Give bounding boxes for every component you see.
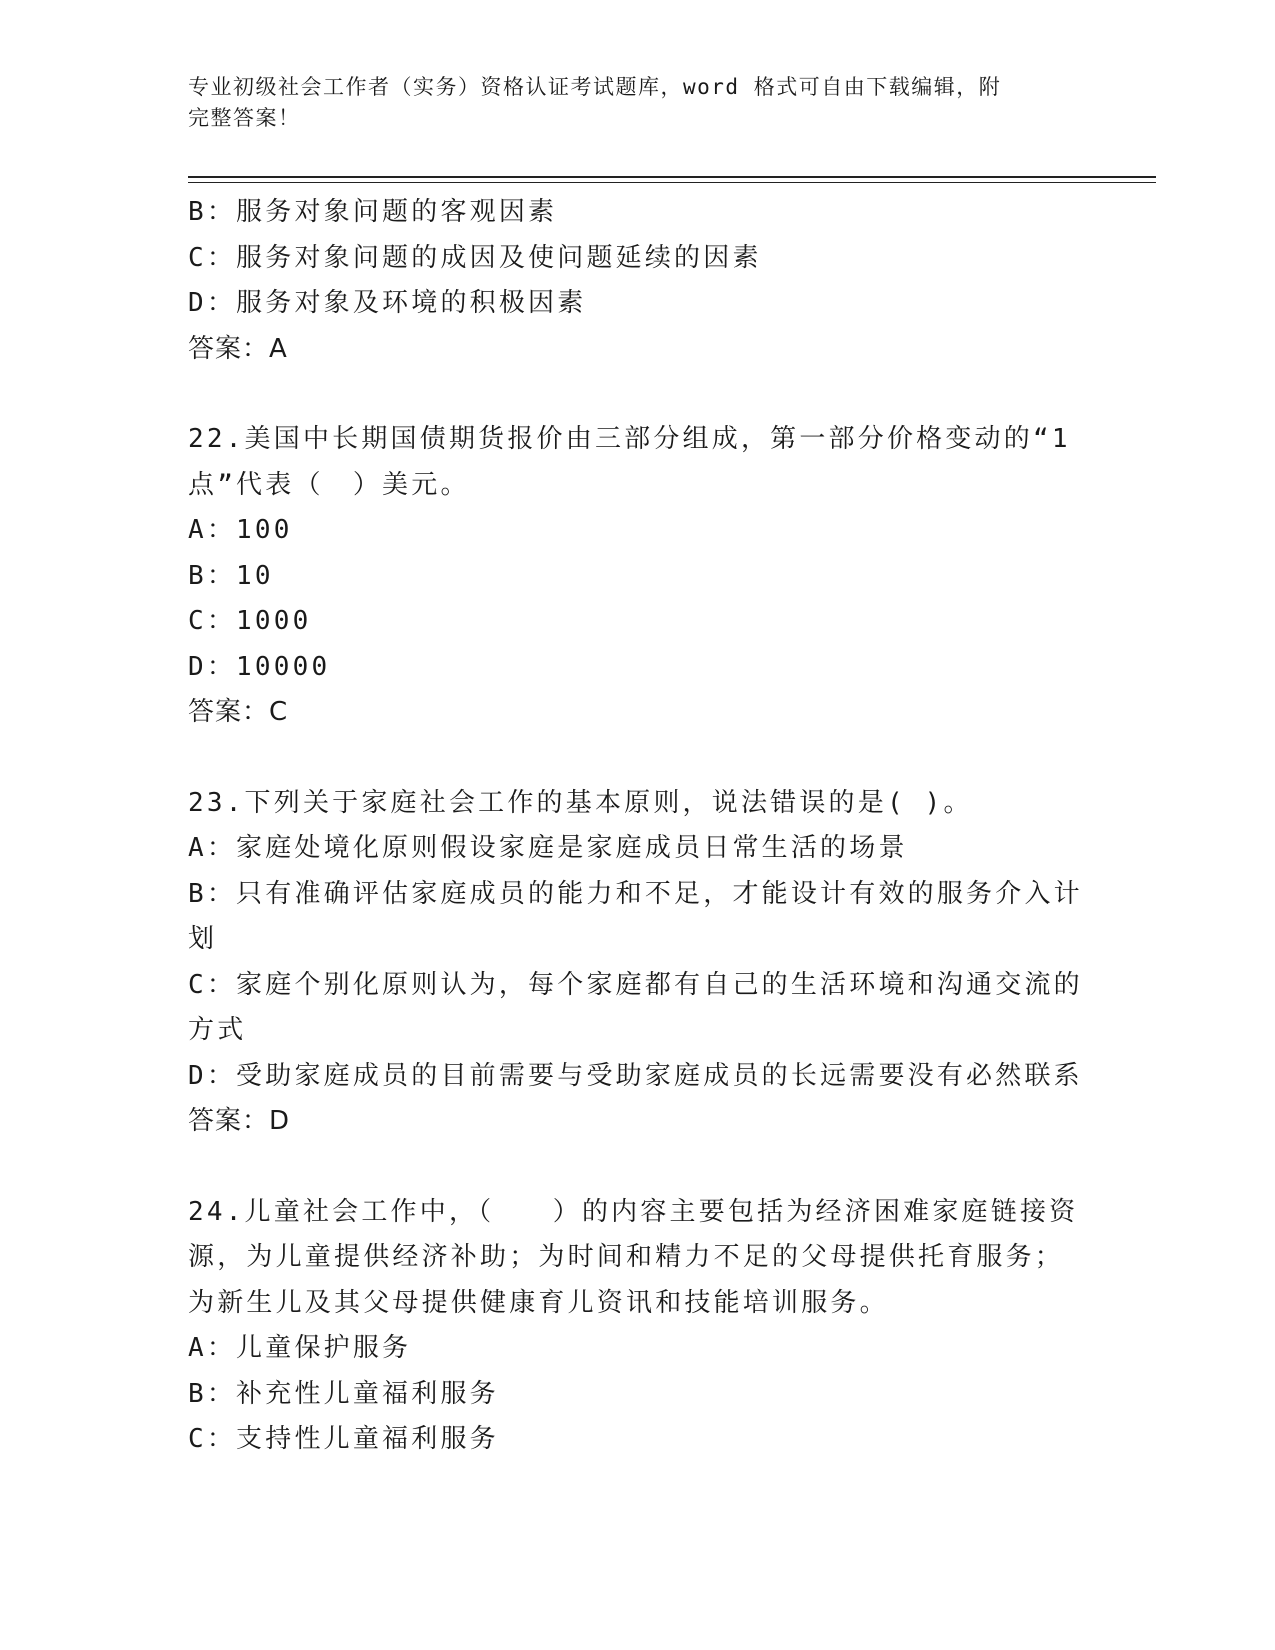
header-divider-thin — [188, 182, 1156, 183]
option-d: D：10000 — [188, 651, 331, 682]
question-stem-continued: 为新生儿及其父母提供健康育儿资讯和技能培训服务。 — [188, 1287, 889, 1318]
page-header — [188, 72, 1088, 134]
spacer — [188, 1145, 1088, 1190]
option-b: B：服务对象问题的客观因素 — [188, 197, 558, 227]
question-21-block — [188, 190, 1088, 372]
header-divider-thick — [188, 176, 1156, 178]
question-content — [188, 190, 1088, 1463]
header-line-2: 完整答案！ — [188, 106, 301, 130]
option-c-continued: 方式 — [188, 1015, 247, 1045]
option-c: C：1000 — [188, 606, 312, 636]
option-d: D：服务对象及环境的积极因素 — [188, 288, 587, 318]
question-stem-continued: 点”代表（ ）美元。 — [188, 469, 470, 500]
question-stem-continued: 源，为儿童提供经济补助；为时间和精力不足的父母提供托育服务； — [188, 1242, 1065, 1272]
option-c: C：家庭个别化原则认为，每个家庭都有自己的生活环境和沟通交流的 — [188, 969, 1083, 1000]
option-b: B：补充性儿童福利服务 — [188, 1378, 499, 1409]
option-c: C：服务对象问题的成因及使问题延续的因素 — [188, 242, 762, 273]
question-stem: 23.下列关于家庭社会工作的基本原则，说法错误的是( )。 — [188, 787, 973, 818]
option-c: C：支持性儿童福利服务 — [188, 1424, 499, 1454]
question-23-block — [188, 781, 1088, 1145]
question-stem: 24.儿童社会工作中，（ ）的内容主要包括为经济困难家庭链接资 — [188, 1196, 1079, 1227]
question-stem: 22.美国中长期国债期货报价由三部分组成，第一部分价格变动的“1 — [188, 424, 1071, 454]
option-b: B：只有准确评估家庭成员的能力和不足，才能设计有效的服务介入计 — [188, 878, 1083, 909]
answer-line: 答案：D — [188, 1106, 291, 1136]
answer-line: 答案：C — [188, 697, 289, 727]
answer-line: 答案：A — [188, 333, 288, 364]
option-a: A：儿童保护服务 — [188, 1333, 412, 1363]
question-22-block — [188, 417, 1088, 736]
spacer — [188, 736, 1088, 781]
option-d: D：受助家庭成员的目前需要与受助家庭成员的长远需要没有必然联系 — [188, 1060, 1083, 1091]
question-24-block — [188, 1190, 1088, 1463]
option-b: B：10 — [188, 560, 274, 591]
header-line-1: 专业初级社会工作者（实务）资格认证考试题库，word 格式可自由下载编辑，附 — [188, 75, 1002, 99]
option-b-continued: 划 — [188, 924, 218, 954]
spacer — [188, 372, 1088, 417]
option-a: A：100 — [188, 515, 293, 545]
option-a: A：家庭处境化原则假设家庭是家庭成员日常生活的场景 — [188, 833, 908, 863]
